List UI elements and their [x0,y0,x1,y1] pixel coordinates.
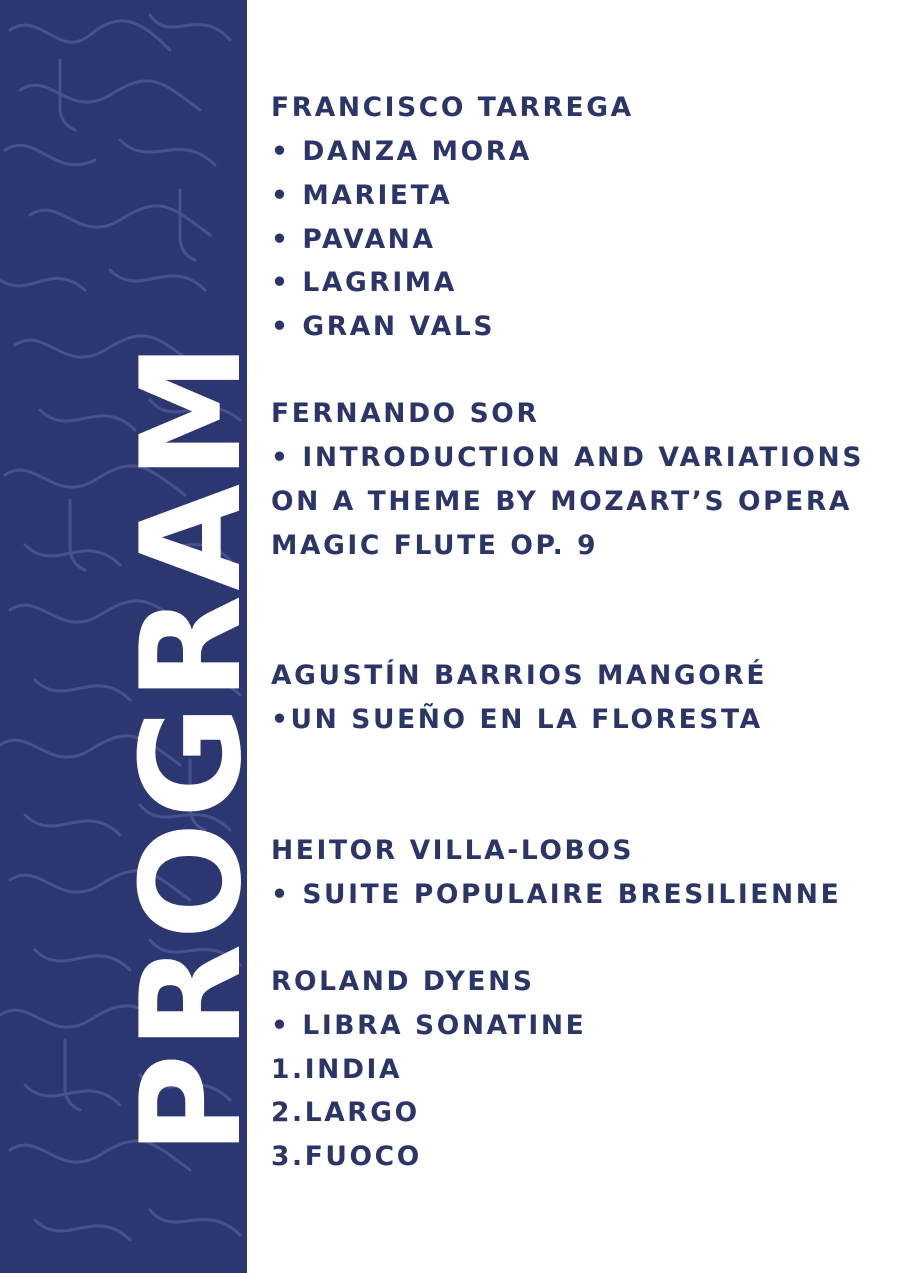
composer-heading: AGUSTÍN BARRIOS MANGORÉ [271,660,768,691]
piece-item: • PAVANA [271,224,436,255]
piece-item: • LAGRIMA [271,267,457,298]
piece-item: • SUITE POPULAIRE BRESILIENNE [271,879,842,910]
piece-item: • LIBRA SONATINE [271,1010,587,1041]
composer-heading: FERNANDO SOR [271,398,540,429]
composer-heading: FRANCISCO TARREGA [271,92,634,123]
piece-item: •UN SUEÑO EN LA FLORESTA [271,704,763,735]
movement-item: 1.INDIA [271,1054,403,1085]
piece-item: ON A THEME BY MOZART’S OPERA [271,486,852,517]
program-vertical-title: PROGRAM [111,338,272,1155]
movement-item: 3.FUOCO [271,1141,422,1172]
piece-item: MAGIC FLUTE OP. 9 [271,530,599,561]
piece-item: • GRAN VALS [271,311,496,342]
side-band [0,0,272,1273]
piece-item: • MARIETA [271,180,453,211]
composer-heading: ROLAND DYENS [271,966,535,997]
piece-item: • DANZA MORA [271,136,532,167]
piece-item: • INTRODUCTION AND VARIATIONS [271,442,865,473]
composer-heading: HEITOR VILLA-LOBOS [271,835,635,866]
movement-item: 2.LARGO [271,1097,420,1128]
